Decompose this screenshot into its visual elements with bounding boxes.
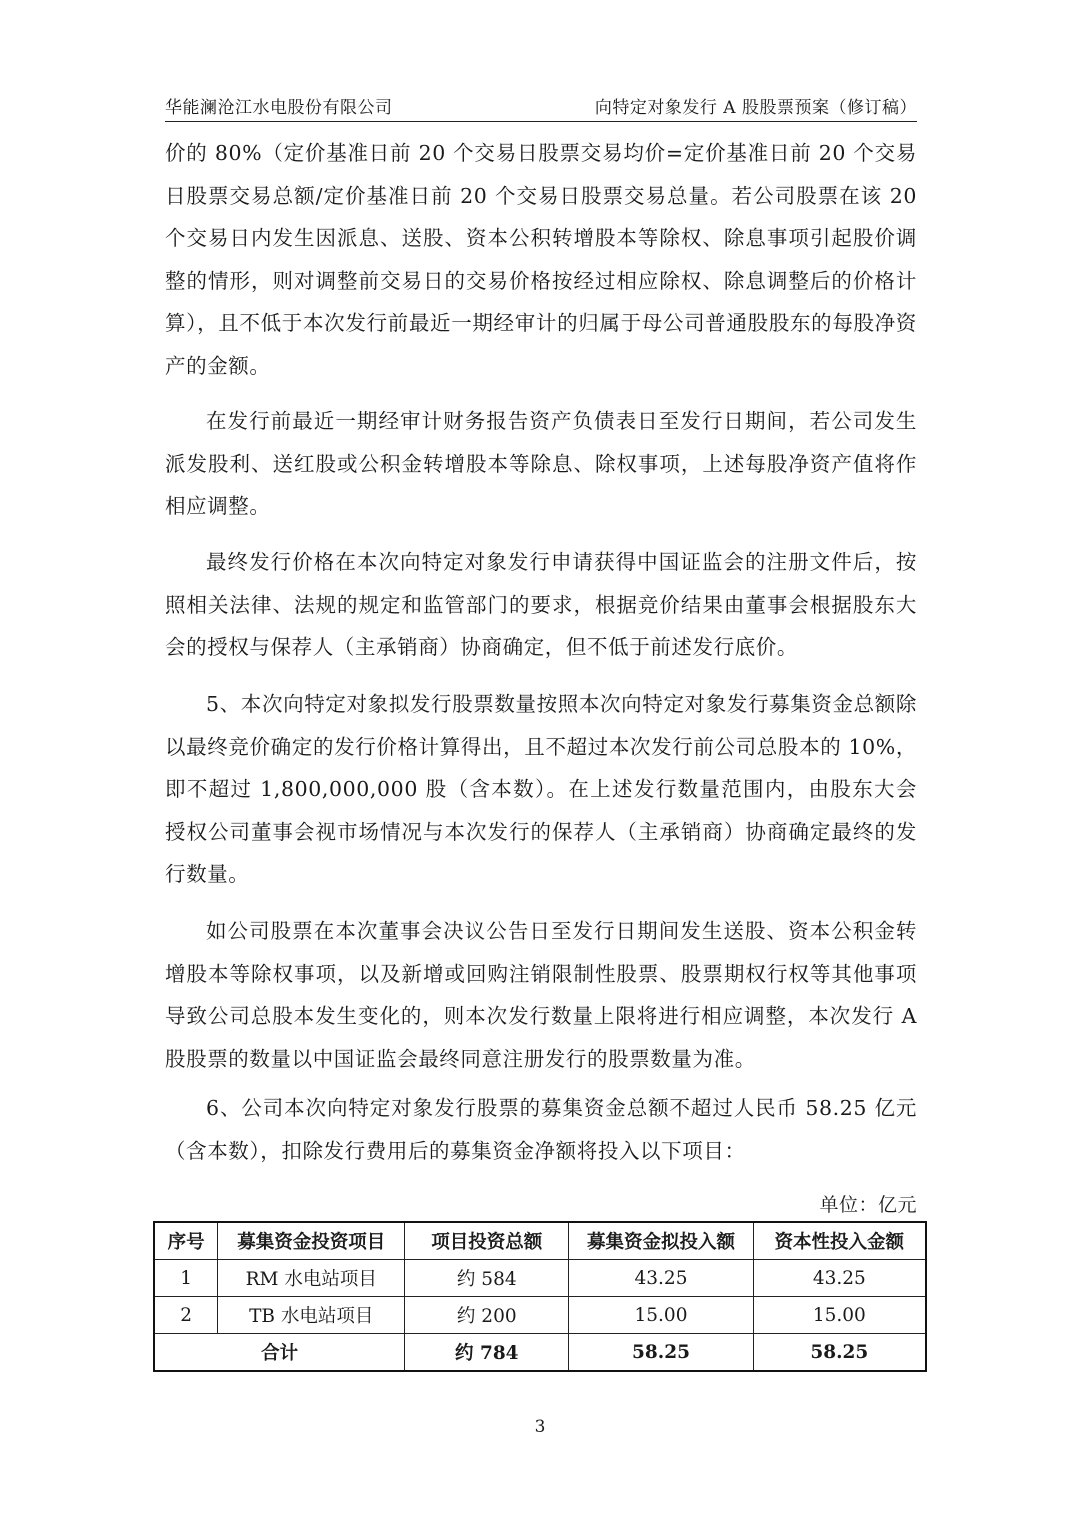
column-header-total-investment: 项目投资总额 bbox=[405, 1222, 569, 1260]
paragraph-pricing-continued bbox=[165, 132, 917, 387]
cell-index: 1 bbox=[154, 1260, 218, 1297]
cell-project: RM 水电站项目 bbox=[218, 1260, 405, 1297]
cell-total-investment: 约 784 bbox=[405, 1334, 569, 1372]
table-header-row bbox=[154, 1222, 926, 1260]
paragraph-text: 最终发行价格在本次向特定对象发行申请获得中国证监会的注册文件后，按照相关法律、法规的规定和监管部门的要求，根据竞价结果由董事会根据股东大会的授权与保荐人（主承销商）协商确定，但不低于前述发行底价。 bbox=[165, 550, 917, 659]
cell-capital-investment: 43.25 bbox=[753, 1260, 926, 1297]
cell-index: 2 bbox=[154, 1297, 218, 1334]
column-header-capital-investment: 资本性投入金额 bbox=[753, 1222, 926, 1260]
paragraph-text: 6、公司本次向特定对象发行股票的募集资金总额不超过人民币 58.25 亿元（含本数），扣除发行费用后的募集资金净额将投入以下项目： bbox=[165, 1096, 917, 1163]
paragraph-text: 5、本次向特定对象拟发行股票数量按照本次向特定对象发行募集资金总额除以最终竞价确定的发行价格计算得出，且不超过本次发行前公司总股本的 10%，即不超过 1,800,000,000 股（含本数）。在上述发行数量范围内，由股东大会授权公司董事会视市场情况与本次发行的保荐人（主承销商）协商确定最终的发行数量。 bbox=[165, 692, 917, 886]
cell-planned-funds: 15.00 bbox=[569, 1297, 753, 1334]
cell-total-capital-investment: 58.25 bbox=[753, 1334, 926, 1372]
paragraph-issue-quantity bbox=[165, 683, 917, 896]
column-header-index: 序号 bbox=[154, 1222, 218, 1260]
cell-total-investment: 约 584 bbox=[405, 1260, 569, 1297]
paragraph-quantity-adjustment bbox=[165, 910, 917, 1080]
paragraph-text: 价的 80%（定价基准日前 20 个交易日股票交易均价=定价基准日前 20 个交易日股票交易总额/定价基准日前 20 个交易日股票交易总量。若公司股票在该 20 个交易日内发生因派息、送股、资本公积转增股本等除权、除息事项引起股价调整的情形，则对调整前交易日的交易价格按经过相应除权、除息调整后的价格计算），且不低于本次发行前最近一期经审计的归属于母公司普通股股东的每股净资产的金额。 bbox=[165, 141, 917, 378]
unit-label: 单位：亿元 bbox=[819, 1194, 917, 1216]
paragraph-text: 如公司股票在本次董事会决议公告日至发行日期间发生送股、资本公积金转增股本等除权事项，以及新增或回购注销限制性股票、股票期权行权等其他事项导致公司总股本发生变化的，则本次发行数量上限将进行相应调整，本次发行 A 股股票的数量以中国证监会最终同意注册发行的股票数量为准。 bbox=[165, 919, 917, 1071]
header-company: 华能澜沧江水电股份有限公司 bbox=[165, 98, 393, 118]
column-header-planned-funds: 募集资金拟投入额 bbox=[569, 1222, 753, 1260]
cell-total-investment: 约 200 bbox=[405, 1297, 569, 1334]
page-header bbox=[165, 88, 917, 118]
table-row bbox=[154, 1260, 926, 1297]
paragraph-net-asset-adjustment bbox=[165, 400, 917, 528]
table-row bbox=[154, 1297, 926, 1334]
cell-total-planned-funds: 58.25 bbox=[569, 1334, 753, 1372]
header-rule bbox=[165, 121, 917, 122]
paragraph-text: 在发行前最近一期经审计财务报告资产负债表日至发行日期间，若公司发生派发股利、送红股或公积金转增股本等除息、除权事项，上述每股净资产值将作相应调整。 bbox=[165, 409, 917, 518]
paragraph-fund-raising bbox=[165, 1087, 917, 1172]
cell-planned-funds: 43.25 bbox=[569, 1260, 753, 1297]
header-doc-title: 向特定对象发行 A 股股票预案（修订稿） bbox=[594, 98, 917, 118]
column-header-project: 募集资金投资项目 bbox=[218, 1222, 405, 1260]
cell-total-label: 合计 bbox=[154, 1334, 405, 1372]
cell-capital-investment: 15.00 bbox=[753, 1297, 926, 1334]
paragraph-final-price bbox=[165, 541, 917, 669]
page-number: 3 bbox=[534, 1417, 546, 1437]
investment-table bbox=[153, 1221, 927, 1372]
cell-project: TB 水电站项目 bbox=[218, 1297, 405, 1334]
table-total-row bbox=[154, 1334, 926, 1372]
